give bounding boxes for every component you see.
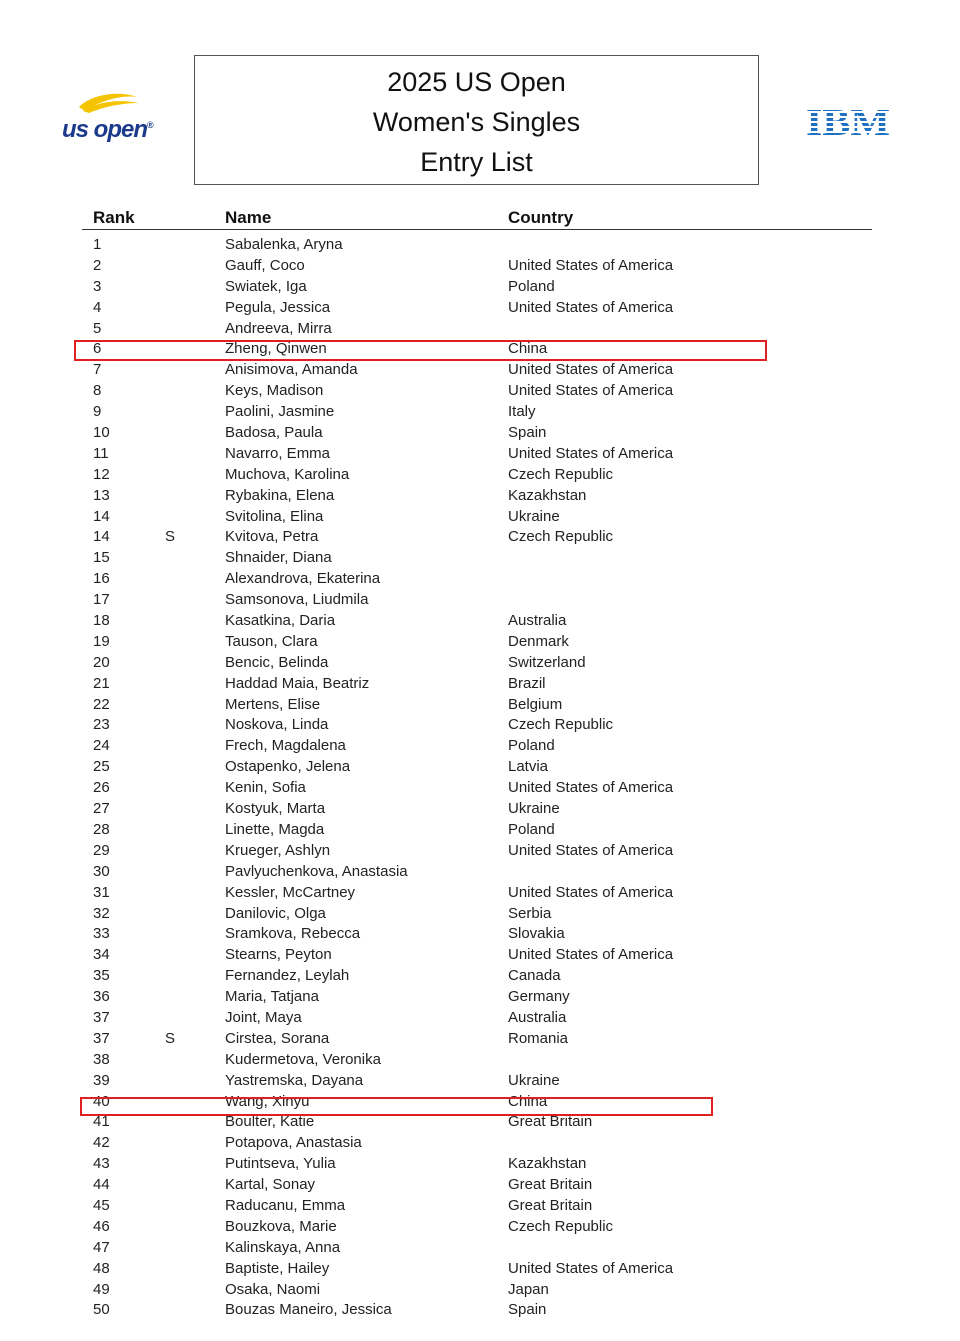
player-name-cell: Danilovic, Olga: [225, 904, 326, 922]
player-name-cell: Muchova, Karolina: [225, 465, 350, 483]
table-row: [0, 820, 960, 841]
country-cell: Canada: [508, 967, 561, 985]
player-name-cell: Badosa, Paula: [225, 424, 323, 442]
country-cell: United States of America: [508, 298, 674, 316]
player-name-cell: Kudermetova, Veronika: [225, 1050, 381, 1068]
player-name-cell: Baptiste, Hailey: [225, 1259, 330, 1277]
title-box: [194, 55, 759, 185]
country-cell: Great Britain: [508, 1196, 593, 1214]
table-row: [0, 632, 960, 653]
player-name-cell: Keys, Madison: [225, 382, 324, 400]
table-row: [0, 465, 960, 486]
player-name-cell: Ostapenko, Jelena: [225, 758, 351, 776]
player-name-cell: Mertens, Elise: [225, 695, 321, 713]
country-cell: Kazakhstan: [508, 1155, 587, 1173]
entry-list: [0, 235, 960, 1321]
rank-cell: 8: [93, 382, 102, 400]
rank-cell: 34: [93, 946, 110, 964]
player-name-cell: Potapova, Anastasia: [225, 1134, 362, 1152]
country-cell: United States of America: [508, 883, 674, 901]
player-name-cell: Yastremska, Dayana: [225, 1071, 364, 1089]
player-name-cell: Anisimova, Amanda: [225, 361, 358, 379]
player-name-cell: Samsonova, Liudmila: [225, 591, 369, 609]
rank-cell: 28: [93, 820, 110, 838]
player-name-cell: Osaka, Naomi: [225, 1280, 321, 1298]
table-row: [0, 799, 960, 820]
player-name-cell: Sramkova, Rebecca: [225, 925, 361, 943]
rank-cell: 25: [93, 758, 110, 776]
player-name-cell: Wang, Xinyu: [225, 1092, 310, 1110]
country-cell: Ukraine: [508, 507, 560, 525]
country-cell: Czech Republic: [508, 528, 614, 546]
table-row: [0, 590, 960, 611]
player-name-cell: Alexandrova, Ekaterina: [225, 570, 381, 588]
country-cell: United States of America: [508, 1259, 674, 1277]
us-open-logo: [60, 88, 160, 150]
player-name-cell: Pegula, Jessica: [225, 298, 331, 316]
rank-cell: 2: [93, 256, 102, 274]
player-name-cell: Putintseva, Yulia: [225, 1155, 336, 1173]
country-cell: Spain: [508, 424, 547, 442]
rank-cell: 46: [93, 1217, 110, 1235]
table-row: [0, 402, 960, 423]
rank-cell: 12: [93, 465, 110, 483]
player-name-cell: Maria, Tatjana: [225, 988, 319, 1006]
country-cell: Poland: [508, 820, 555, 838]
tennis-ball-flame-icon: [75, 91, 141, 113]
country-cell: China: [508, 340, 548, 358]
rank-cell: 41: [93, 1113, 110, 1131]
country-cell: Australia: [508, 612, 567, 630]
country-cell: Czech Republic: [508, 1217, 614, 1235]
player-name-cell: Noskova, Linda: [225, 716, 329, 734]
table-row: [0, 298, 960, 319]
rank-cell: 47: [93, 1238, 110, 1256]
table-row: [0, 841, 960, 862]
country-cell: Belgium: [508, 695, 563, 713]
rank-cell: 10: [93, 424, 110, 442]
table-row: [0, 715, 960, 736]
table-row: [0, 778, 960, 799]
table-row: [0, 862, 960, 883]
country-cell: Japan: [508, 1280, 549, 1298]
country-cell: Latvia: [508, 758, 549, 776]
rank-cell: 30: [93, 862, 110, 880]
player-name-cell: Paolini, Jasmine: [225, 403, 335, 421]
player-name-cell: Kartal, Sonay: [225, 1176, 316, 1194]
country-cell: Serbia: [508, 904, 552, 922]
table-row: [0, 695, 960, 716]
highlight-box-wang: [80, 1097, 713, 1116]
rank-cell: 23: [93, 716, 110, 734]
player-name-cell: Bencic, Belinda: [225, 653, 329, 671]
rank-cell: 22: [93, 695, 110, 713]
country-cell: Czech Republic: [508, 716, 614, 734]
column-header-country: Country: [508, 208, 574, 227]
rank-cell: 33: [93, 925, 110, 943]
player-name-cell: Cirstea, Sorana: [225, 1029, 330, 1047]
player-name-cell: Raducanu, Emma: [225, 1196, 346, 1214]
player-name-cell: Krueger, Ashlyn: [225, 841, 331, 859]
country-cell: Spain: [508, 1301, 547, 1319]
player-name-cell: Rybakina, Elena: [225, 486, 335, 504]
country-cell: United States of America: [508, 256, 674, 274]
rank-cell: 45: [93, 1196, 110, 1214]
rank-cell: 27: [93, 800, 110, 818]
ibm-logo: [806, 103, 892, 138]
rank-cell: 14: [93, 528, 110, 546]
player-name-cell: Kasatkina, Daria: [225, 612, 336, 630]
highlight-box-zheng: [74, 340, 767, 361]
rank-cell: 35: [93, 967, 110, 985]
rank-cell: 21: [93, 674, 110, 692]
rank-cell: 49: [93, 1280, 110, 1298]
country-cell: Ukraine: [508, 1071, 560, 1089]
country-cell: Brazil: [508, 674, 546, 692]
title-line-1: 2025 US Open: [387, 67, 566, 97]
player-name-cell: Kalinskaya, Anna: [225, 1238, 341, 1256]
rank-cell: 20: [93, 653, 110, 671]
rank-cell: 1: [93, 236, 102, 253]
country-cell: Poland: [508, 277, 555, 295]
rank-cell: 6: [93, 340, 102, 358]
column-header-name: Name: [225, 208, 272, 227]
rank-cell: 13: [93, 486, 110, 504]
player-name-cell: Kostyuk, Marta: [225, 800, 326, 818]
player-name-cell: Joint, Maya: [225, 1008, 302, 1026]
rank-cell: 44: [93, 1176, 110, 1194]
table-row: [0, 1071, 960, 1092]
table-row: [0, 360, 960, 381]
player-name-cell: Kvitova, Petra: [225, 528, 319, 546]
us-open-wordmark: us open®: [62, 116, 153, 143]
country-cell: Kazakhstan: [508, 486, 587, 504]
table-row: [0, 235, 960, 256]
table-row: [0, 381, 960, 402]
country-cell: Great Britain: [508, 1113, 593, 1131]
player-name-cell: Andreeva, Mirra: [225, 319, 332, 337]
player-name-cell: Svitolina, Elina: [225, 507, 324, 525]
rank-cell: 50: [93, 1301, 110, 1319]
rank-cell: 18: [93, 612, 110, 630]
country-cell: Switzerland: [508, 653, 586, 671]
rank-cell: 4: [93, 298, 102, 316]
country-cell: Australia: [508, 1008, 567, 1026]
table-row: [0, 1133, 960, 1154]
table-row: [0, 966, 960, 987]
table-row: [0, 486, 960, 507]
table-row: [0, 1008, 960, 1029]
table-row: [0, 1238, 960, 1259]
player-name-cell: Gauff, Coco: [225, 256, 305, 274]
rank-cell: 14: [93, 507, 110, 525]
rank-cell: 36: [93, 988, 110, 1006]
table-row: [0, 277, 960, 298]
svg-text:IBM: IBM: [806, 103, 890, 138]
header-divider: [82, 229, 872, 230]
table-row: [0, 1196, 960, 1217]
rank-cell: 32: [93, 904, 110, 922]
rank-cell: 37: [93, 1029, 110, 1047]
rank-cell: 42: [93, 1134, 110, 1152]
player-name-cell: Stearns, Peyton: [225, 946, 332, 964]
player-name-cell: Linette, Magda: [225, 820, 325, 838]
country-cell: United States of America: [508, 382, 674, 400]
table-row: [0, 883, 960, 904]
table-row: [0, 527, 960, 548]
rank-cell: 3: [93, 277, 102, 295]
country-cell: United States of America: [508, 779, 674, 797]
rank-cell: 31: [93, 883, 110, 901]
rank-cell: 11: [93, 444, 109, 462]
rank-cell: 43: [93, 1155, 110, 1173]
rank-cell: 37: [93, 1008, 110, 1026]
table-row: [0, 1154, 960, 1175]
player-name-cell: Pavlyuchenkova, Anastasia: [225, 862, 408, 880]
rank-cell: 7: [93, 361, 102, 379]
table-row: [0, 736, 960, 757]
table-row: [0, 757, 960, 778]
country-cell: Romania: [508, 1029, 569, 1047]
player-name-cell: Fernandez, Leylah: [225, 967, 350, 985]
player-name-cell: Frech, Magdalena: [225, 737, 346, 755]
player-name-cell: Haddad Maia, Beatriz: [225, 674, 370, 692]
player-name-cell: Shnaider, Diana: [225, 549, 332, 567]
country-cell: China: [508, 1092, 548, 1110]
table-row: [0, 1217, 960, 1238]
country-cell: Poland: [508, 737, 555, 755]
rank-cell: 38: [93, 1050, 110, 1068]
table-row: [0, 611, 960, 632]
country-cell: Italy: [508, 403, 536, 421]
table-row: [0, 256, 960, 277]
rank-cell: 16: [93, 570, 110, 588]
country-cell: Denmark: [508, 632, 569, 650]
rank-cell: 48: [93, 1259, 110, 1277]
status-flag-cell: S: [165, 528, 176, 546]
table-row: [0, 1029, 960, 1050]
player-name-cell: Kessler, McCartney: [225, 883, 356, 901]
player-name-cell: Navarro, Emma: [225, 444, 331, 462]
country-cell: United States of America: [508, 361, 674, 379]
rank-cell: 24: [93, 737, 110, 755]
title-line-2: Women's Singles: [372, 107, 581, 137]
player-name-cell: Bouzkova, Marie: [225, 1217, 337, 1235]
table-row: [0, 987, 960, 1008]
rank-cell: 40: [93, 1092, 110, 1110]
rank-cell: 26: [93, 779, 110, 797]
player-name-cell: Tauson, Clara: [225, 632, 318, 650]
country-cell: United States of America: [508, 444, 674, 462]
table-row: [0, 653, 960, 674]
table-row: [0, 1175, 960, 1196]
country-cell: Germany: [508, 988, 570, 1006]
table-row: [0, 1280, 960, 1301]
table-row: [0, 507, 960, 528]
rank-cell: 9: [93, 403, 102, 421]
table-row: [0, 1259, 960, 1280]
player-name-cell: Kenin, Sofia: [225, 779, 306, 797]
table-row: [0, 945, 960, 966]
table-row: [0, 1300, 960, 1321]
table-row: [0, 548, 960, 569]
player-name-cell: Bouzas Maneiro, Jessica: [225, 1301, 392, 1319]
table-row: [0, 904, 960, 925]
player-name-cell: Swiatek, Iga: [225, 277, 307, 295]
table-row: [0, 319, 960, 340]
table-row: [0, 1050, 960, 1071]
country-cell: Great Britain: [508, 1176, 593, 1194]
status-flag-cell: S: [165, 1029, 176, 1047]
country-cell: Czech Republic: [508, 465, 614, 483]
table-row: [0, 924, 960, 945]
country-cell: United States of America: [508, 946, 674, 964]
player-name-cell: Sabalenka, Aryna: [225, 236, 343, 253]
rank-cell: 39: [93, 1071, 110, 1089]
table-row: [0, 569, 960, 590]
column-header-rank: Rank: [93, 208, 135, 227]
title-line-3: Entry List: [420, 147, 533, 177]
table-row: [0, 674, 960, 695]
rank-cell: 15: [93, 549, 110, 567]
player-name-cell: Boulter, Katie: [225, 1113, 315, 1131]
rank-cell: 29: [93, 841, 110, 859]
table-row: [0, 423, 960, 444]
country-cell: United States of America: [508, 841, 674, 859]
rank-cell: 19: [93, 632, 110, 650]
country-cell: Ukraine: [508, 800, 560, 818]
table-row: [0, 444, 960, 465]
player-name-cell: Zheng, Qinwen: [225, 340, 327, 358]
rank-cell: 17: [93, 591, 110, 609]
rank-cell: 5: [93, 319, 102, 337]
country-cell: Slovakia: [508, 925, 565, 943]
